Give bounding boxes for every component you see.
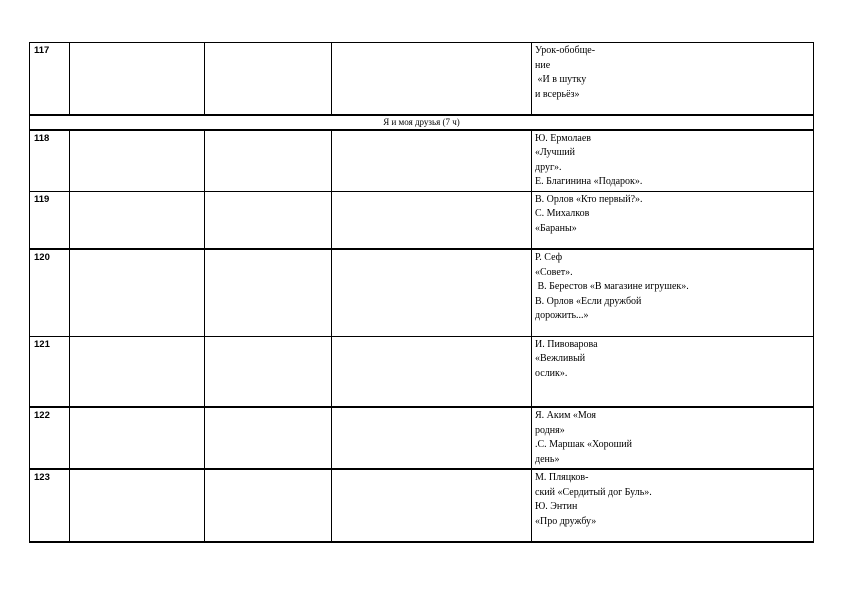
- topic-line: В. Берестов «В магазине игрушек».: [535, 281, 689, 292]
- lesson-topic: [532, 249, 814, 336]
- empty-cell: [205, 191, 332, 249]
- empty-cell: [205, 43, 332, 115]
- topic-line: день»: [535, 453, 560, 465]
- empty-cell: [205, 249, 332, 336]
- topic-line: .С. Маршак «Хороший: [535, 439, 632, 450]
- table-row: [30, 407, 814, 469]
- lesson-topic: [532, 191, 814, 249]
- lesson-topic: [532, 407, 814, 469]
- section-title: Я и моя друзья (7 ч): [30, 115, 814, 130]
- lesson-plan-table: [29, 42, 814, 543]
- topic-line: ние: [535, 59, 551, 71]
- empty-cell: [70, 130, 205, 192]
- empty-cell: [332, 407, 532, 469]
- lesson-topic: [532, 469, 814, 542]
- topic-line: «Совет».: [535, 266, 573, 278]
- topic-line: «Про дружбу»: [535, 515, 597, 527]
- empty-cell: [205, 469, 332, 542]
- topic-line: «Вежливый: [535, 353, 586, 364]
- table-row: [30, 249, 814, 336]
- table-row: [30, 43, 814, 115]
- topic-line: ский «Сердитый дог Буль».: [535, 486, 652, 498]
- empty-cell: [332, 249, 532, 336]
- topic-line: И. Пивоварова: [535, 338, 598, 350]
- topic-line: друг».: [535, 161, 562, 173]
- lesson-number: 119: [30, 191, 70, 249]
- empty-cell: [332, 336, 532, 407]
- topic-line: ослик».: [535, 367, 568, 379]
- topic-line: В. Орлов «Если дружбой: [535, 295, 642, 307]
- section-header-row: [30, 115, 814, 130]
- lesson-number: 122: [30, 407, 70, 469]
- empty-cell: [70, 469, 205, 542]
- table-row: [30, 336, 814, 407]
- topic-line: В. Орлов «Кто первый?».: [535, 193, 643, 205]
- empty-cell: [70, 43, 205, 115]
- lesson-topic: [532, 43, 814, 115]
- table-row: [30, 469, 814, 542]
- lesson-number: 121: [30, 336, 70, 407]
- empty-cell: [70, 191, 205, 249]
- lesson-number: 123: [30, 469, 70, 542]
- empty-cell: [332, 191, 532, 249]
- empty-cell: [205, 336, 332, 407]
- topic-line: «Бараны»: [535, 222, 577, 234]
- table-row: [30, 130, 814, 192]
- topic-line: «Лучший: [535, 147, 575, 158]
- topic-line: дорожить...»: [535, 310, 589, 321]
- topic-line: родня»: [535, 424, 565, 436]
- empty-cell: [70, 249, 205, 336]
- topic-line: и всерьёз»: [535, 88, 580, 100]
- empty-cell: [70, 407, 205, 469]
- topic-line: Р. Сеф: [535, 252, 563, 263]
- table-row: [30, 191, 814, 249]
- empty-cell: [205, 407, 332, 469]
- topic-line: Ю. Энтин: [535, 501, 578, 512]
- topic-line: Я. Аким «Моя: [535, 410, 596, 421]
- topic-line: С. Михалков: [535, 208, 590, 219]
- empty-cell: [205, 130, 332, 192]
- empty-cell: [332, 43, 532, 115]
- topic-line: Е. Благинина «Подарок».: [535, 176, 643, 187]
- topic-line: Урок-обобще-: [535, 45, 596, 56]
- topic-line: М. Пляцков-: [535, 472, 589, 483]
- empty-cell: [70, 336, 205, 407]
- topic-line: «И в шутку: [535, 74, 587, 85]
- empty-cell: [332, 130, 532, 192]
- lesson-number: 120: [30, 249, 70, 336]
- lesson-topic: [532, 336, 814, 407]
- lesson-topic: [532, 130, 814, 192]
- lesson-number: 117: [30, 43, 70, 115]
- topic-line: Ю. Ермолаев: [535, 132, 592, 144]
- empty-cell: [332, 469, 532, 542]
- lesson-number: 118: [30, 130, 70, 192]
